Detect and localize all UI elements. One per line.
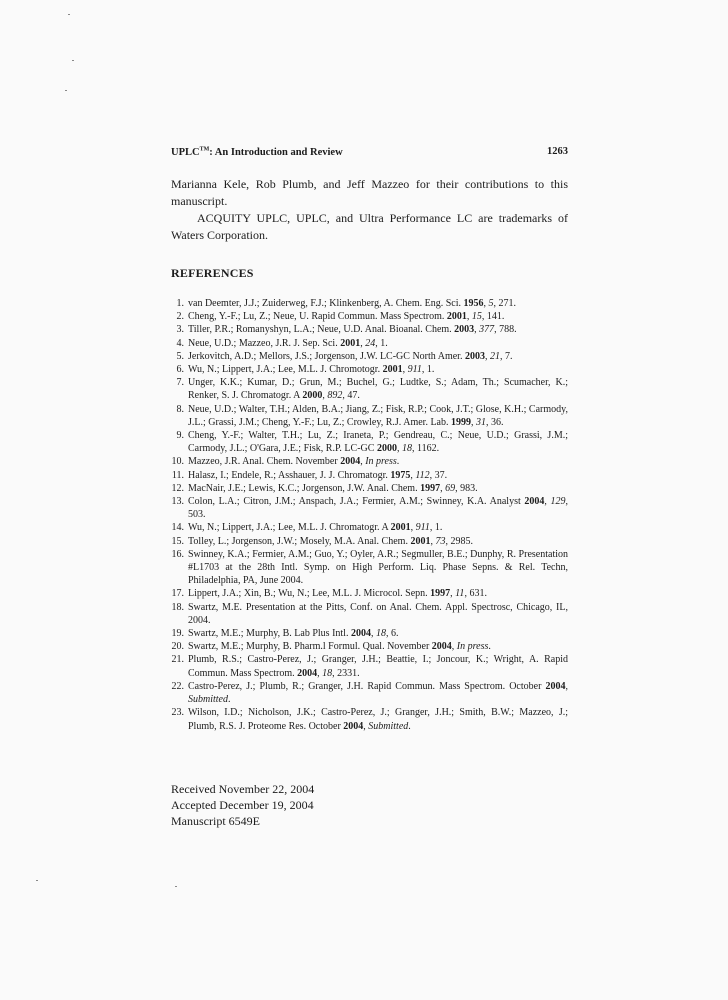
reference-number: 4. bbox=[176, 337, 184, 349]
reference-text: Tiller, P.R.; Romanyshyn, L.A.; Neue, U.D. Anal. Bioanal. Chem. 2003, 377, 788. bbox=[188, 324, 517, 336]
reference-item bbox=[171, 601, 568, 627]
reference-text: Lippert, J.A.; Xin, B.; Wu, N.; Lee, M.L. J. Microcol. Sepn. 1997, 11, 631. bbox=[188, 588, 487, 600]
received-date: Received November 22, 2004 bbox=[171, 782, 315, 796]
reference-number: 10. bbox=[171, 456, 184, 468]
reference-text: Halasz, I.; Endele, R.; Asshauer, J. J. Chromatogr. 1975, 112, 37. bbox=[188, 469, 448, 481]
reference-text: van Deemter, J.J.; Zuiderweg, F.J.; Klinkenberg, A. Chem. Eng. Sci. 1956, 5, 271. bbox=[188, 298, 517, 309]
reference-number: 11. bbox=[171, 469, 184, 481]
reference-number: 18. bbox=[171, 601, 184, 613]
reference-number: 14. bbox=[171, 522, 184, 534]
reference-item bbox=[171, 548, 568, 588]
reference-number: 15. bbox=[171, 535, 184, 547]
scan-speck bbox=[68, 14, 70, 15]
references-heading: REFERENCES bbox=[171, 266, 254, 280]
reference-item bbox=[171, 495, 568, 521]
reference-number: 20. bbox=[171, 641, 184, 653]
reference-item bbox=[171, 297, 568, 310]
reference-number: 3. bbox=[176, 324, 184, 336]
reference-text: Mazzeo, J.R. Anal. Chem. November 2004, In press. bbox=[188, 456, 400, 468]
reference-item bbox=[171, 310, 568, 323]
scan-speck bbox=[72, 60, 74, 61]
running-header bbox=[171, 146, 568, 158]
reference-text: Wu, N.; Lippert, J.A.; Lee, M.L. J. Chromatogr. A 2001, 911, 1. bbox=[188, 522, 443, 534]
reference-number: 6. bbox=[176, 364, 184, 376]
reference-item bbox=[171, 323, 568, 336]
reference-item bbox=[171, 535, 568, 548]
reference-text: Jerkovitch, A.D.; Mellors, J.S.; Jorgenson, J.W. LC-GC North Amer. 2003, 21, 7. bbox=[188, 350, 513, 362]
reference-item bbox=[171, 482, 568, 495]
reference-text: Swartz, M.E.; Murphy, B. Pharm.l Formul. Qual. November 2004, In press. bbox=[188, 641, 491, 653]
accepted-date: Accepted December 19, 2004 bbox=[171, 798, 314, 812]
reference-item bbox=[171, 587, 568, 600]
reference-item bbox=[171, 680, 568, 706]
running-title: UPLC™: An Introduction and Review bbox=[171, 146, 343, 158]
reference-text: Tolley, L.; Jorgenson, J.W.; Mosely, M.A. Anal. Chem. 2001, 73, 2985. bbox=[188, 535, 473, 547]
reference-number: 9. bbox=[176, 430, 184, 442]
reference-item bbox=[171, 627, 568, 640]
ack-paragraph-1: Marianna Kele, Rob Plumb, and Jeff Mazzeo for their contributions to this manuscript. bbox=[171, 177, 568, 208]
reference-item bbox=[171, 363, 568, 376]
reference-number: 16. bbox=[171, 548, 184, 560]
reference-text: Colon, L.A.; Citron, J.M.; Anspach, J.A.; Fermier, A.M.; Swinney, K.A. Analyst 2004, 129, 503. bbox=[188, 496, 569, 521]
manuscript-number: Manuscript 6549E bbox=[171, 814, 260, 828]
reference-text: Castro-Perez, J.; Plumb, R.; Granger, J.H. Rapid Commun. Mass Spectrom. October 2004, Submitted. bbox=[188, 680, 568, 706]
reference-item bbox=[171, 640, 568, 653]
received-dates bbox=[171, 781, 471, 829]
scan-speck bbox=[36, 880, 38, 881]
reference-item bbox=[171, 455, 568, 468]
reference-number: 2. bbox=[176, 311, 184, 323]
reference-number: 22. bbox=[171, 680, 184, 692]
scan-speck bbox=[65, 90, 67, 91]
reference-item bbox=[171, 350, 568, 363]
reference-number: 21. bbox=[171, 654, 184, 666]
reference-number: 8. bbox=[176, 403, 184, 415]
reference-number: 7. bbox=[176, 377, 184, 389]
acknowledgements bbox=[171, 176, 568, 244]
reference-text: Neue, U.D.; Mazzeo, J.R. J. Sep. Sci. 2001, 24, 1. bbox=[188, 337, 388, 349]
reference-text: Cheng, Y.-F.; Walter, T.H.; Lu, Z.; Iraneta, P.; Gendreau, C.; Neue, U.D.; Grassi, J.M.; Carmody, J.L.; O'Gara, J.E.; Fisk, R.P. LC-GC 2000, 18, 1162. bbox=[188, 430, 568, 455]
reference-text: Wu, N.; Lippert, J.A.; Lee, M.L. J. Chromotogr. 2001, 911, 1. bbox=[188, 364, 435, 376]
reference-number: 1. bbox=[176, 298, 184, 309]
page-number: 1263 bbox=[547, 146, 568, 157]
reference-item bbox=[171, 429, 568, 455]
reference-text: Neue, U.D.; Walter, T.H.; Alden, B.A.; Jiang, Z.; Fisk, R.P.; Cook, J.T.; Glose, K.H.; Carmody, J.L.; Grassi, J.M.; Cheng, Y.-F.; Lu, Z.; Crowley, R.J. Amer. Lab. 1999, 31, 36. bbox=[188, 403, 568, 428]
reference-number: 17. bbox=[171, 588, 184, 600]
reference-list bbox=[171, 297, 568, 733]
reference-text: Unger, K.K.; Kumar, D.; Grun, M.; Buchel, G.; Ludtke, S.; Adam, Th.; Scumacher, K.; Renker, S. J. Chromatogr. A 2000, 892, 47. bbox=[188, 377, 568, 402]
reference-text: Wilson, I.D.; Nicholson, J.K.; Castro-Perez, J.; Granger, J.H.; Smith, B.W.; Mazzeo, J.; Plumb, R.S. J. Proteome Res. October 2004, Submitted. bbox=[188, 707, 568, 732]
scan-speck bbox=[175, 886, 177, 887]
reference-text: MacNair, J.E.; Lewis, K.C.; Jorgenson, J.W. Anal. Chem. 1997, 69, 983. bbox=[188, 482, 478, 494]
reference-number: 5. bbox=[176, 350, 184, 362]
reference-item bbox=[171, 706, 568, 732]
reference-item bbox=[171, 469, 568, 482]
reference-text: Swartz, M.E.; Murphy, B. Lab Plus Intl. 2004, 18, 6. bbox=[188, 628, 399, 640]
reference-number: 13. bbox=[171, 496, 184, 508]
reference-item bbox=[171, 653, 568, 679]
reference-number: 12. bbox=[171, 482, 184, 494]
ack-paragraph-2: ACQUITY UPLC, UPLC, and Ultra Performance LC are trademarks of Waters Corporation. bbox=[171, 211, 568, 242]
reference-number: 23. bbox=[171, 707, 184, 719]
reference-text: Swartz, M.E. Presentation at the Pitts, Conf. on Anal. Chem. Appl. Spectrosc, Chicago, IL, 2004. bbox=[188, 601, 568, 626]
reference-text: Swinney, K.A.; Fermier, A.M.; Guo, Y.; Oyler, A.R.; Segmuller, B.E.; Dunphy, R. Presentation #L1703 at the 28th Intl. Symp. on High Perform. Liq. Phase Sepns. & Rel. Techn, Philadelphia, PA, June 2004. bbox=[188, 548, 568, 587]
reference-item bbox=[171, 403, 568, 429]
reference-item bbox=[171, 337, 568, 350]
trademark-mark: TM bbox=[199, 146, 210, 152]
reference-text: Plumb, R.S.; Castro-Perez, J.; Granger, J.H.; Beattie, I.; Joncour, K.; Wright, A. Rapid Commun. Mass Spectrom. 2004, 18, 2331. bbox=[188, 654, 568, 679]
reference-number: 19. bbox=[171, 628, 184, 640]
reference-text: Cheng, Y.-F.; Lu, Z.; Neue, U. Rapid Commun. Mass Spectrom. 2001, 15, 141. bbox=[188, 311, 505, 323]
reference-item bbox=[171, 521, 568, 534]
reference-item bbox=[171, 376, 568, 402]
